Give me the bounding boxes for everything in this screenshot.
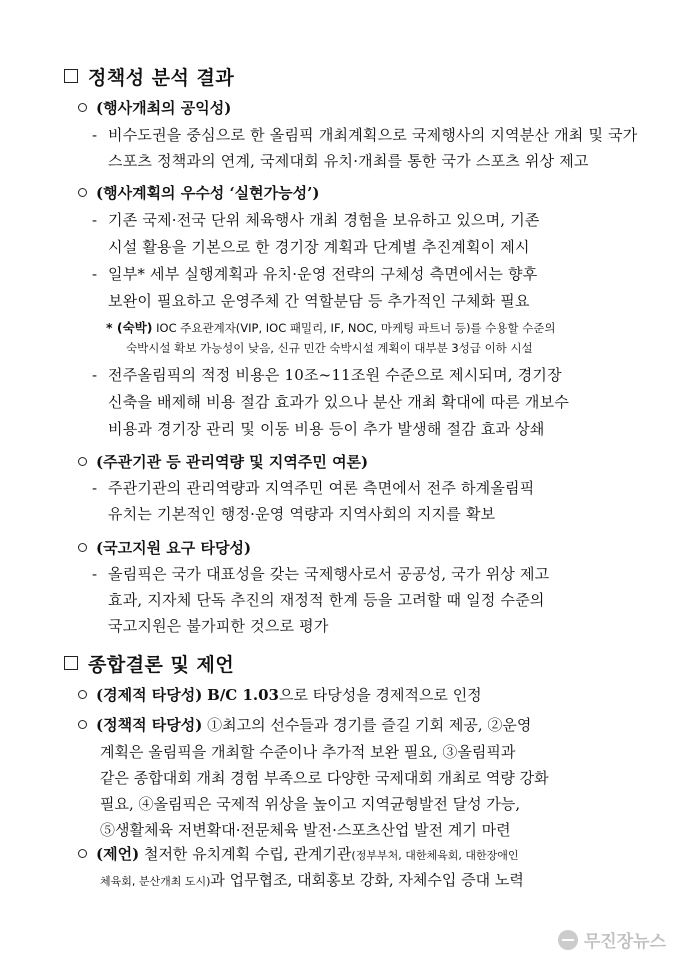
conclusion-economic: (경제적 타당성) B/C 1.03으로 타당성을 경제적으로 인정 (78, 684, 482, 705)
text-line: 효과, 지자체 단독 추진의 재정적 한계 등을 고려할 때 일정 수준의 (108, 591, 545, 609)
conclusion-proposal: (제언) 철저한 유치계획 수립, 관계기관(정부부처, 대한체육회, 대한장애인 (78, 843, 518, 864)
square-bullet-icon (64, 656, 78, 670)
text-line: 체육회, 분산개최 도시)과 업무협조, 대회홍보 강화, 자체수입 증대 노력 (100, 871, 524, 889)
item-heading-public-interest: (행사개최의 공익성) (78, 97, 231, 118)
conclusion-policy: (정책적 타당성) ①최고의 선수들과 경기를 즐길 기회 제공, ②운영 (78, 714, 531, 735)
dash-line: - 올림픽은 국가 대표성을 갖는 국제행사로서 공공성, 국가 위상 제고 (92, 565, 550, 583)
text-line: 계획은 올림픽을 개최할 수준이나 추가적 보완 필요, ③올림픽과 (100, 743, 516, 761)
dash-line: - 일부* 세부 실행계획과 유치·운영 전략의 구체성 측면에서는 향후 (92, 265, 538, 283)
circle-bullet-icon (78, 849, 87, 858)
footnote-line: * (숙박) IOC 주요관계자(VIP, IOC 패밀리, IF, NOC, 마케팅 파트너 등)를 수용할 수준의 (106, 320, 556, 335)
mountain-logo-icon (558, 930, 578, 950)
text-line: 신축을 배제해 비용 절감 효과가 있으나 분산 개최 확대에 따른 개보수 (108, 393, 570, 411)
text-line: 시설 활용을 기본으로 한 경기장 계획과 단계별 추진계획이 제시 (108, 238, 530, 256)
circle-bullet-icon (78, 720, 87, 729)
section-title-conclusion: 종합결론 및 제언 (64, 650, 234, 677)
text-line: 비용과 경기장 관리 및 이동 비용 등이 추가 발생해 절감 효과 상쇄 (108, 420, 545, 438)
circle-bullet-icon (78, 103, 87, 112)
section-title-policy: 정책성 분석 결과 (64, 63, 234, 90)
text-line: 필요, ④올림픽은 국제적 위상을 높이고 지역균형발전 달성 가능, (100, 795, 521, 813)
dash-line: - 비수도권을 중심으로 한 올림픽 개최계획으로 국제행사의 지역분산 개최 및 국가 (92, 126, 638, 144)
circle-bullet-icon (78, 690, 87, 699)
item-heading-subsidy: (국고지원 요구 타당성) (78, 537, 251, 558)
dash-line: - 전주올림픽의 적정 비용은 10조~11조원 수준으로 제시되며, 경기장 (92, 366, 562, 384)
circle-bullet-icon (78, 457, 87, 466)
circle-bullet-icon (78, 543, 87, 552)
text-line: 보완이 필요하고 운영주체 간 역할분담 등 추가적인 구체화 필요 (108, 292, 530, 310)
footnote-line: 숙박시설 확보 가능성이 낮음, 신규 민간 숙박시설 계획이 대부분 3성급 이하 시설 (126, 341, 533, 355)
text-line: 같은 종합대회 개최 경험 부족으로 다양한 국제대회 개최로 역량 강화 (100, 769, 549, 787)
text-line: ⑤생활체육 저변확대·전문체육 발전·스포츠산업 발전 계기 마련 (100, 821, 511, 839)
text-line: 국고지원은 불가피한 것으로 평가 (108, 617, 329, 635)
item-heading-management: (주관기관 등 관리역량 및 지역주민 여론) (78, 451, 368, 472)
circle-bullet-icon (78, 188, 87, 197)
text-line: 유치는 기본적인 행정·운영 역량과 지역사회의 지지를 확보 (108, 505, 496, 523)
square-bullet-icon (64, 69, 78, 83)
dash-line: - 기존 국제·전국 단위 체육행사 개최 경험을 보유하고 있으며, 기존 (92, 211, 540, 229)
text-line: 스포츠 정책과의 연계, 국제대회 유치·개최를 통한 국가 스포츠 위상 제고 (108, 152, 589, 170)
item-heading-feasibility: (행사계획의 우수성 ‘실현가능성’) (78, 182, 319, 203)
watermark-logo: 무진장뉴스 (558, 927, 666, 952)
dash-line: - 주관기관의 관리역량과 지역주민 여론 측면에서 전주 하계올림픽 (92, 479, 535, 497)
